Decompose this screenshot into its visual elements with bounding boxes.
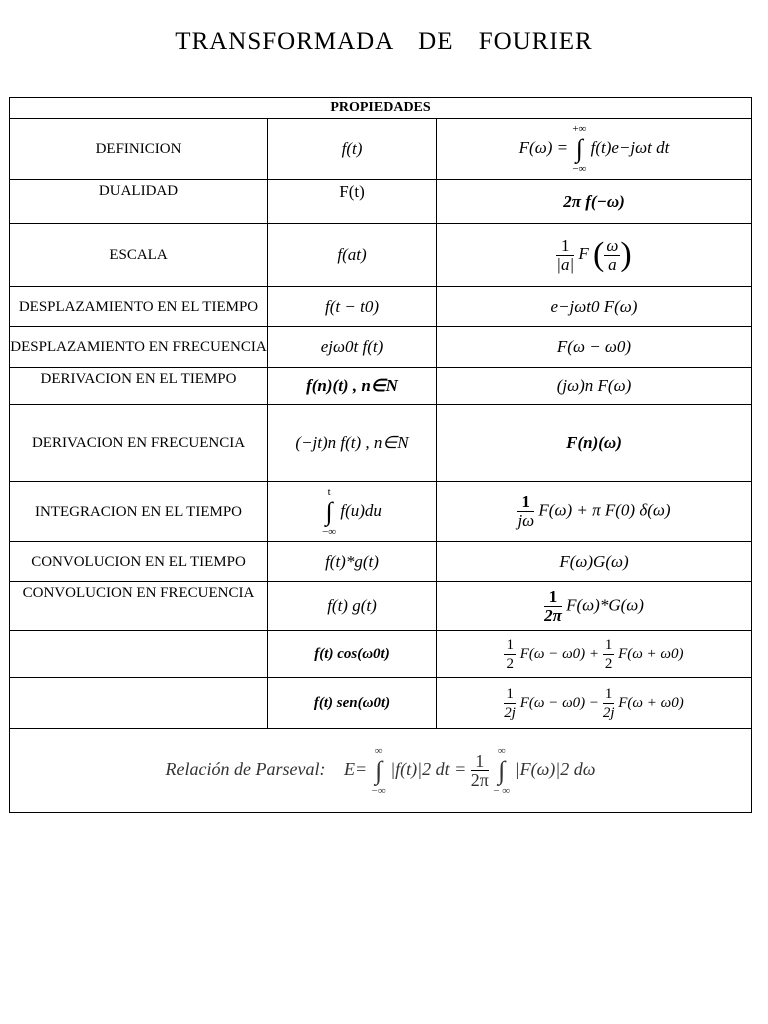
table-header-row	[10, 98, 752, 119]
fraction-numerator: 1	[544, 588, 562, 607]
property-name: DEFINICION	[10, 119, 268, 180]
table-row	[10, 542, 752, 582]
fraction-denominator: |a|	[556, 254, 575, 274]
property-name: CONVOLUCION EN FRECUENCIA	[10, 582, 268, 631]
property-name: ESCALA	[10, 224, 268, 287]
fraction	[544, 588, 562, 625]
fraction-denominator: 2π	[470, 770, 489, 790]
parseval-mid: |f(t)|2 dt =	[390, 758, 467, 779]
frequency-expression: (jω)n F(ω)	[437, 368, 752, 405]
integral-lower: −∞	[322, 525, 337, 538]
time-expression	[268, 482, 437, 542]
time-expression: F(t)	[268, 180, 437, 224]
fraction-denominator: 2	[506, 655, 514, 672]
page-title: TRANSFORMADA DE FOURIER	[175, 28, 593, 55]
expr-part: F(ω) + π F(0) δ(ω)	[538, 500, 671, 520]
table-row	[10, 287, 752, 327]
table-row	[10, 119, 752, 180]
property-name: DESPLAZAMIENTO EN FRECUENCIA	[10, 327, 268, 368]
integral-sign: ∞ ∫ −∞	[371, 744, 386, 797]
fraction-numerator: 1	[504, 685, 516, 704]
property-name	[10, 678, 268, 729]
fraction	[604, 237, 620, 274]
table-row	[10, 368, 752, 405]
integral-lower: −∞	[572, 163, 587, 175]
fraction	[556, 237, 574, 274]
time-expression: f(t − t0)	[268, 287, 437, 327]
frequency-expression: 2π f(−ω)	[437, 180, 752, 224]
fraction-denominator: a	[608, 254, 617, 274]
fraction	[517, 493, 534, 530]
fraction	[471, 752, 489, 789]
parseval-rhs: |F(ω)|2 dω	[514, 758, 596, 779]
parseval-relation	[10, 729, 752, 813]
integral-sign: t ∫ −∞	[322, 485, 337, 538]
table-row	[10, 482, 752, 542]
fraction-numerator: ω	[606, 235, 619, 255]
integral-upper: ∞	[497, 744, 506, 757]
table-row	[10, 224, 752, 287]
table-row	[10, 582, 752, 631]
property-name: DERIVACION EN FRECUENCIA	[10, 405, 268, 482]
time-expression: f(t) cos(ω0t)	[268, 631, 437, 678]
frequency-expression	[437, 482, 752, 542]
property-name: INTEGRACION EN EL TIEMPO	[10, 482, 268, 542]
property-name: DESPLAZAMIENTO EN EL TIEMPO	[10, 287, 268, 327]
fraction	[504, 685, 516, 722]
fraction-denominator: 2j	[504, 704, 516, 721]
frequency-expression: e−jωt0 F(ω)	[437, 287, 752, 327]
parseval-lhs: E=	[344, 758, 368, 779]
integral-sign: ∞ ∫ − ∞	[493, 744, 511, 797]
fraction	[603, 636, 615, 673]
table-row	[10, 631, 752, 678]
fraction-numerator: 1	[471, 752, 489, 771]
property-name: CONVOLUCION EN EL TIEMPO	[10, 542, 268, 582]
frequency-expression	[437, 678, 752, 729]
frequency-expression	[437, 119, 752, 180]
table-header: PROPIEDADES	[10, 98, 752, 119]
expr-part: f(t)e−jωt dt	[590, 137, 670, 157]
expr-part: F(ω − ω0) −	[519, 694, 600, 711]
integral-lower: −∞	[371, 784, 386, 797]
fraction-numerator: 1	[506, 636, 514, 653]
frequency-expression: F(ω − ω0)	[437, 327, 752, 368]
fraction	[603, 685, 615, 722]
fraction-numerator: 1	[604, 636, 613, 653]
fraction-denominator: 2π	[544, 605, 562, 625]
time-expression: f(t) sen(ω0t)	[268, 678, 437, 729]
property-name: DERIVACION EN EL TIEMPO	[10, 368, 268, 405]
frequency-expression: $\frac{1}{|a|}$ F ( $\frac{\omega}{a}$ )	[437, 224, 752, 287]
time-expression: f(t) g(t)	[268, 582, 437, 631]
expr-part: F(ω + ω0)	[618, 694, 684, 711]
integral-upper: +∞	[572, 123, 587, 135]
time-expression: f(at)	[268, 224, 437, 287]
time-expression: ejω0t f(t)	[268, 327, 437, 368]
fraction	[504, 636, 516, 673]
integral-upper: t	[327, 485, 331, 498]
time-expression: f(n)(t) , n∈N	[268, 368, 437, 405]
time-expression: f(t)	[268, 119, 437, 180]
parseval-label: Relación de Parseval:	[165, 758, 326, 779]
fraction-denominator: jω	[517, 511, 535, 530]
table-row	[10, 405, 752, 482]
fraction-numerator: 1	[517, 493, 534, 512]
frequency-expression: F(ω)G(ω)	[437, 542, 752, 582]
expr-part: F(ω − ω0) +	[519, 645, 600, 662]
expr-part: F(ω)*G(ω)	[566, 594, 644, 614]
fraction-numerator: 1	[556, 237, 574, 256]
expr-part: F	[578, 243, 589, 263]
time-expression: (−jt)n f(t) , n∈N	[268, 405, 437, 482]
table-row	[10, 180, 752, 224]
fraction-denominator: 2	[604, 655, 613, 672]
expr-part: F(ω) =	[518, 137, 569, 157]
property-name: DUALIDAD	[10, 180, 268, 224]
property-name	[10, 631, 268, 678]
frequency-expression	[437, 631, 752, 678]
integral-upper: ∞	[374, 744, 383, 757]
properties-table	[9, 97, 752, 813]
integral-lower: − ∞	[493, 784, 511, 797]
parseval-row	[10, 729, 752, 813]
expr-part: f(u)du	[340, 500, 382, 520]
frequency-expression: F(n)(ω)	[437, 405, 752, 482]
table-row	[10, 678, 752, 729]
time-expression: f(t)*g(t)	[268, 542, 437, 582]
expr-part: F(ω + ω0)	[618, 645, 684, 662]
fraction-numerator: 1	[603, 685, 615, 704]
integral-sign: +∞ ∫ −∞	[572, 123, 587, 175]
frequency-expression	[437, 582, 752, 631]
table-row	[10, 327, 752, 368]
fraction-denominator: 2j	[602, 704, 615, 721]
